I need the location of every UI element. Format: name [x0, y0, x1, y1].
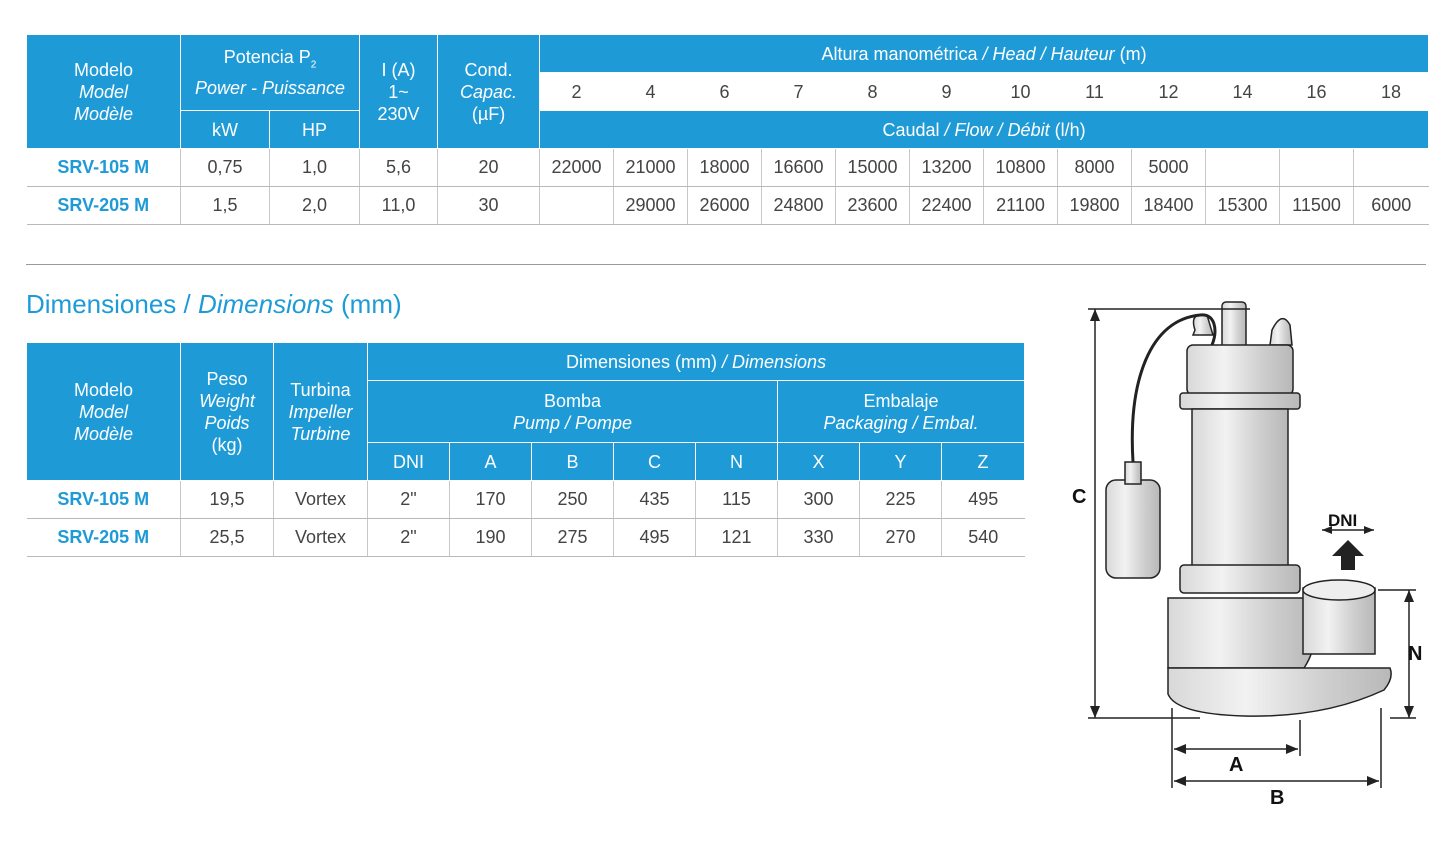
c-header: C [614, 443, 696, 481]
impeller-cell: Vortex [274, 519, 368, 557]
n-header: N [696, 443, 778, 481]
table-row [27, 149, 1429, 187]
capacitor-header: Cond. Capac. (µF) [438, 35, 540, 149]
model-cell: SRV-205 M [27, 187, 181, 225]
x-cell: 330 [778, 519, 860, 557]
impeller-header: Turbina Impeller Turbine [274, 343, 368, 481]
x-cell: 300 [778, 481, 860, 519]
current-header: I (A) 1~ 230V [360, 35, 438, 149]
a-cell: 170 [450, 481, 532, 519]
motor-cap [1187, 345, 1293, 395]
motor-flange [1180, 393, 1300, 409]
head-value: 10 [984, 73, 1058, 111]
capacitor-cell: 20 [438, 149, 540, 187]
table-row [27, 519, 1025, 557]
flow-cell [1206, 149, 1280, 187]
flow-cell: 22000 [540, 149, 614, 187]
b-header: B [532, 443, 614, 481]
cable-grommet [1270, 319, 1292, 345]
flow-cell: 24800 [762, 187, 836, 225]
model-cell: SRV-105 M [27, 481, 181, 519]
n-cell: 121 [696, 519, 778, 557]
flow-cell: 29000 [614, 187, 688, 225]
model-header: Modelo Model Modèle [27, 343, 181, 481]
hp-header: HP [270, 111, 360, 149]
flow-cell: 23600 [836, 187, 910, 225]
model-cell: SRV-205 M [27, 519, 181, 557]
motor-base [1180, 565, 1300, 593]
section-divider [26, 264, 1426, 265]
head-value: 16 [1280, 73, 1354, 111]
hp-cell: 1,0 [270, 149, 360, 187]
float-clamp [1125, 462, 1141, 484]
flow-cell: 10800 [984, 149, 1058, 187]
flow-cell: 11500 [1280, 187, 1354, 225]
head-value: 8 [836, 73, 910, 111]
arrowhead [1174, 744, 1186, 754]
head-value: 9 [910, 73, 984, 111]
outlet-mouth [1303, 580, 1375, 600]
arrowhead [1090, 706, 1100, 718]
power-header: Potencia $P_2$ Power - Puissance [181, 35, 360, 111]
c-cell: 495 [614, 519, 696, 557]
z-header: Z [942, 443, 1025, 481]
packaging-header: Embalaje Packaging / Embal. [778, 381, 1025, 443]
pump-foot [1168, 668, 1391, 716]
head-value: 4 [614, 73, 688, 111]
model-header: Modelo Model Modèle [27, 35, 181, 149]
y-cell: 270 [860, 519, 942, 557]
z-cell: 540 [942, 519, 1025, 557]
flow-cell: 15000 [836, 149, 910, 187]
kw-cell: 1,5 [181, 187, 270, 225]
flow-direction-arrow-icon [1332, 540, 1364, 570]
float-switch [1106, 480, 1160, 578]
label-a: A [1229, 754, 1244, 776]
y-header: Y [860, 443, 942, 481]
n-cell: 115 [696, 481, 778, 519]
kw-cell: 0,75 [181, 149, 270, 187]
flow-cell: 8000 [1058, 149, 1132, 187]
flow-cell: 18000 [688, 149, 762, 187]
b-cell: 275 [532, 519, 614, 557]
arrowhead [1286, 744, 1298, 754]
flow-cell: 5000 [1132, 149, 1206, 187]
flow-cell [1354, 149, 1429, 187]
pump-header: Bomba Pump / Pompe [368, 381, 778, 443]
volute [1168, 598, 1314, 668]
head-value: 14 [1206, 73, 1280, 111]
dimensions-table [26, 342, 1025, 557]
flow-cell: 18400 [1132, 187, 1206, 225]
head-value: 11 [1058, 73, 1132, 111]
flow-cell: 6000 [1354, 187, 1429, 225]
weight-header: Peso Weight Poids (kg) [181, 343, 274, 481]
dimensions-title: Dimensiones / Dimensions (mm) [26, 289, 402, 319]
arrowhead [1364, 526, 1374, 534]
flow-cell: 21000 [614, 149, 688, 187]
table-row [27, 187, 1429, 225]
label-dni: DNI [1328, 511, 1358, 530]
z-cell: 495 [942, 481, 1025, 519]
arrowhead [1404, 706, 1414, 718]
arrowhead [1367, 776, 1379, 786]
c-cell: 435 [614, 481, 696, 519]
motor-body [1192, 409, 1288, 569]
dni-cell: 2" [368, 519, 450, 557]
a-header: A [450, 443, 532, 481]
head-value: 6 [688, 73, 762, 111]
flow-cell [540, 187, 614, 225]
flow-cell: 19800 [1058, 187, 1132, 225]
label-b: B [1270, 787, 1285, 809]
label-c: C [1072, 486, 1087, 508]
flow-cell: 21100 [984, 187, 1058, 225]
arrowhead [1090, 309, 1100, 321]
b-cell: 250 [532, 481, 614, 519]
weight-cell: 25,5 [181, 519, 274, 557]
flow-cell: 22400 [910, 187, 984, 225]
table-row [27, 481, 1025, 519]
head-value: 2 [540, 73, 614, 111]
flow-cell: 16600 [762, 149, 836, 187]
impeller-cell: Vortex [274, 481, 368, 519]
flow-cell: 13200 [910, 149, 984, 187]
x-header: X [778, 443, 860, 481]
head-value: 18 [1354, 73, 1429, 111]
capacitor-cell: 30 [438, 187, 540, 225]
label-n: N [1408, 643, 1423, 665]
flow-header: Caudal / Flow / Débit (l/h) [540, 111, 1429, 149]
weight-cell: 19,5 [181, 481, 274, 519]
head-header: Altura manométrica / Head / Hauteur (m) [540, 35, 1429, 73]
head-value: 12 [1132, 73, 1206, 111]
current-cell: 11,0 [360, 187, 438, 225]
dni-header: DNI [368, 443, 450, 481]
y-cell: 225 [860, 481, 942, 519]
model-cell: SRV-105 M [27, 149, 181, 187]
a-cell: 190 [450, 519, 532, 557]
dimensions-header: Dimensiones (mm) / Dimensions [368, 343, 1025, 381]
current-cell: 5,6 [360, 149, 438, 187]
flow-cell: 15300 [1206, 187, 1280, 225]
arrowhead [1404, 590, 1414, 602]
flow-cell: 26000 [688, 187, 762, 225]
head-value: 7 [762, 73, 836, 111]
kw-header: kW [181, 111, 270, 149]
flow-cell [1280, 149, 1354, 187]
dni-cell: 2" [368, 481, 450, 519]
arrowhead [1174, 776, 1186, 786]
performance-table [26, 34, 1429, 225]
hp-cell: 2,0 [270, 187, 360, 225]
pump-dimension-drawing [1066, 296, 1436, 816]
